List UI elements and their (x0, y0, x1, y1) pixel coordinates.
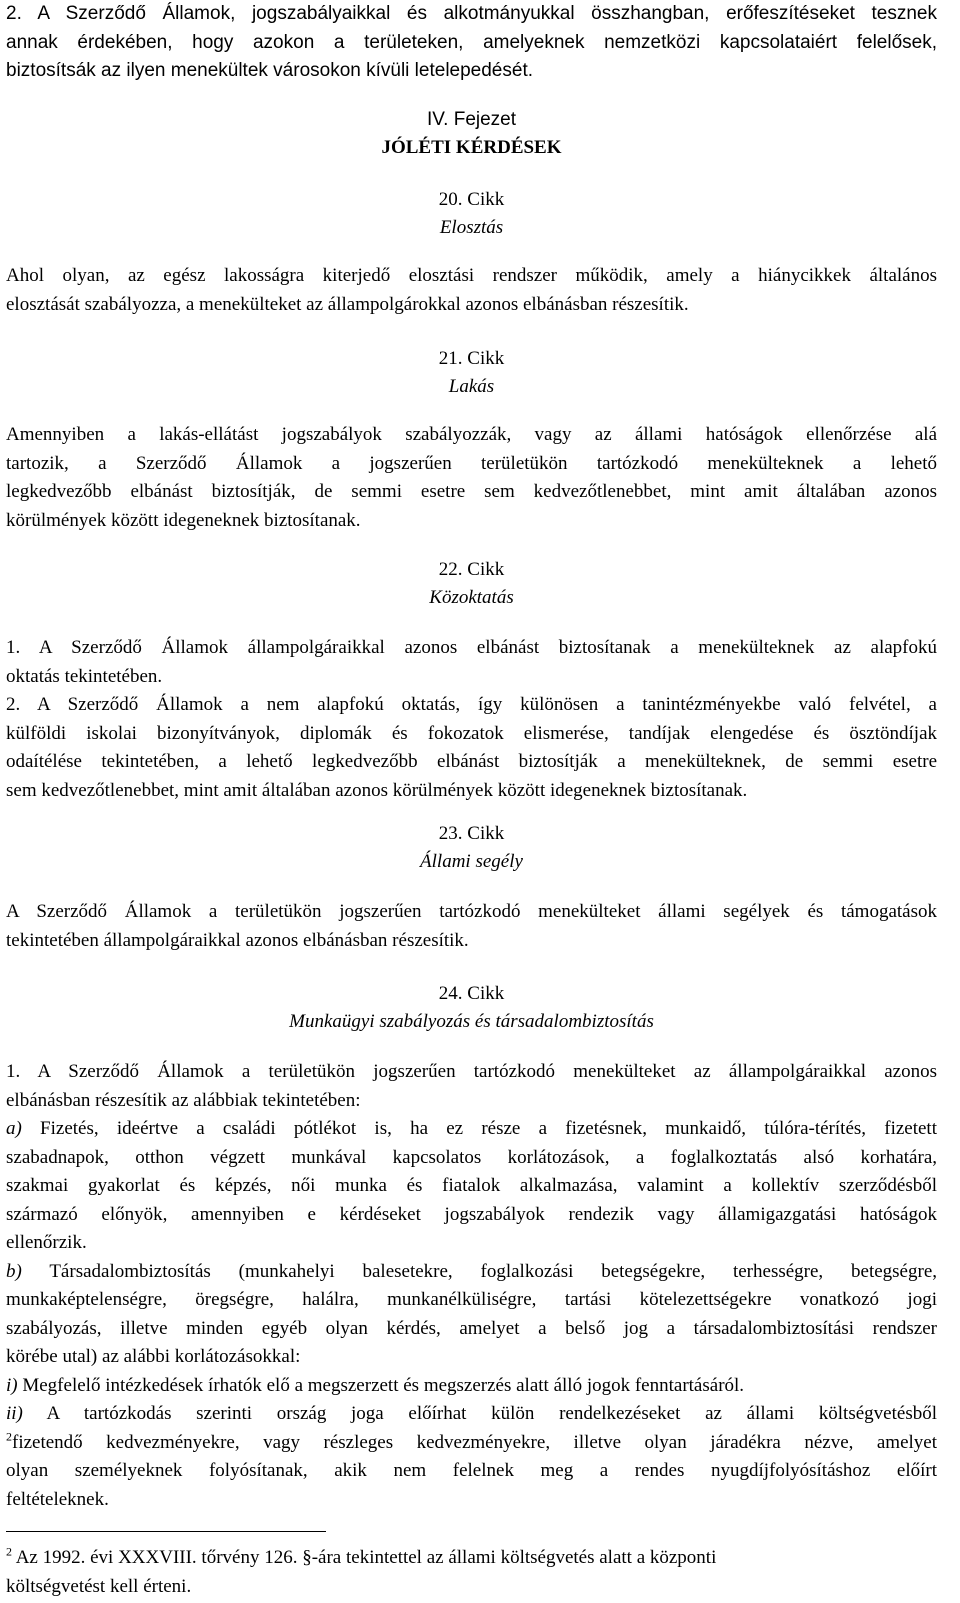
text-line: költségvetést kell érteni. (6, 1575, 192, 1597)
text-span: Megfelelő intézkedések írhatók elő a megszerzett és megszerzés alatt álló jogok fenntartásáról. (17, 1374, 745, 1396)
text-line (6, 1258, 937, 1287)
text-line: ellenőrzik. (6, 1232, 87, 1253)
text-line: olyan személyeknek folyósítanak, akik nem felelnek meg a rendes nyugdíjfolyósításhoz előírt (6, 1460, 937, 1481)
item-label-ii: ii) (6, 1403, 23, 1424)
text-line: oktatás tekintetében. (6, 665, 163, 687)
text-line: biztosítsák az ilyen menekültek városokon kívüli letelepedését. (6, 60, 533, 81)
text-span: fizetendő kedvezményekre, vagy részleges kedvezményekre, illetve olyan járadékra nézve, amelyet (12, 1431, 937, 1453)
text-span: Fizetés, ideértve a családi pótlékot is, ha ez része a fizetésnek, munkaidő, túlóra-térítés, fizetett (21, 1118, 937, 1139)
text-line: Amennyiben a lakás-ellátást jogszabályok szabályozzák, vagy az állami hatóságok ellenőrzése alá (6, 424, 937, 445)
article-22-title: Közoktatás (429, 587, 514, 608)
chapter-number: IV. Fejezet (426, 109, 517, 130)
text-line: külföldi iskolai bizonyítványok, diplomák és fokozatok elismerése, tandíjak elengedése és ösztöndíjak (6, 722, 937, 744)
article-20-body (6, 262, 937, 319)
text-line: tartozik, a Szerződő Államok a jogszerűen területükön tartózkodó menekülteknek a lehető (6, 452, 937, 474)
text-line (6, 1429, 937, 1458)
article-22-number: 22. Cikk (438, 559, 505, 580)
chapter-title: JÓLÉTI KÉRDÉSEK (381, 137, 562, 158)
text-line (6, 1400, 937, 1429)
text-line (6, 1372, 937, 1401)
text-line: körébe utal) az alábbi korlátozásokkal: (6, 1346, 301, 1367)
text-line (6, 1544, 937, 1573)
text-line: elosztását szabályozza, a menekülteket az állampolgárokkal azonos elbánásban részesítik. (6, 293, 689, 315)
text-line: annak érdekében, hogy azokon a területeken, amelyeknek nemzetközi kapcsolataiért felelősek, (6, 31, 937, 53)
item-label-i: i) (6, 1374, 18, 1396)
text-line (6, 1115, 937, 1144)
article-20-number: 20. Cikk (438, 189, 505, 210)
article-24-body (6, 1058, 937, 1514)
article-21-number: 21. Cikk (438, 348, 505, 369)
text-span: A tartózkodás szerinti ország joga előírhat külön rendelkezéseket az állami költségvetésből (22, 1403, 937, 1424)
item-label-a: a) (6, 1118, 22, 1139)
text-line: Ahol olyan, az egész lakosságra kiterjedő elosztási rendszer működik, amely a hiánycikkek általános (6, 265, 937, 286)
footnote (6, 1544, 937, 1601)
article-20-title: Elosztás (439, 217, 504, 238)
text-span: Az 1992. évi XXXVIII. tőrvény 126. §-ára tekintettel az állami költségvetés alatt a központi (12, 1547, 717, 1568)
footnote-ref[interactable]: 2 (6, 1429, 12, 1444)
article-23-number: 23. Cikk (438, 823, 505, 844)
text-line: 1. A Szerződő Államok állampolgáraikkal azonos elbánást biztosítanak a menekülteknek az alapfokú (6, 637, 937, 658)
text-line: munkaképtelenségre, öregségre, halálra, munkanélküliségre, tartási kötelezettségekre vonatkozó jogi (6, 1289, 937, 1310)
text-line: körülmények között idegeneknek biztosítanak. (6, 509, 361, 531)
text-line: A Szerződő Államok a területükön jogszerűen tartózkodó menekülteket állami segélyek és támogatások (6, 901, 937, 922)
article-23-title: Állami segély (420, 851, 523, 872)
item-label-b: b) (6, 1260, 22, 1282)
text-line: származó előnyök, amennyiben e kérdéseket jogszabályok rendezik vagy államigazgatási hatóságok (6, 1203, 937, 1225)
text-span: Társadalombiztosítás (munkahelyi balesetekre, foglalkozási betegségekre, terhességre, betegségre, (21, 1260, 937, 1282)
text-line: sem kedvezőtlenebbet, mint amit általában azonos körülmények között idegeneknek biztosítanak. (6, 779, 748, 801)
text-line: szabályozás, illetve minden egyéb olyan kérdés, amelyet a belső jog a társadalombiztosítási rendszer (6, 1317, 937, 1339)
article-24-number: 24. Cikk (438, 983, 505, 1004)
footnote-number: 2 (6, 1544, 12, 1559)
article-23-body (6, 898, 937, 955)
text-line: elbánásban részesítik az alábbiak tekintetében: (6, 1089, 361, 1111)
footnote-divider (6, 1531, 326, 1532)
article-21-title: Lakás (448, 376, 495, 397)
text-line: feltételeknek. (6, 1488, 109, 1510)
intro-paragraph (6, 0, 937, 86)
article-24-title: Munkaügyi szabályozás és társadalombiztosítás (289, 1011, 654, 1032)
text-line: szabadnapok, otthon végzett munkával kapcsolatos korlátozások, a foglalkoztatás alsó korhatára, (6, 1146, 937, 1168)
article-21-body (6, 421, 937, 535)
text-line: 2. A Szerződő Államok a nem alapfokú oktatás, így különösen a tanintézményekbe való felvétel, a (6, 694, 937, 715)
text-line: 2. A Szerződő Államok, jogszabályaikkal és alkotmányukkal összhangban, erőfeszítéseket tesznek (6, 3, 937, 24)
text-line: 1. A Szerződő Államok a területükön jogszerűen tartózkodó menekülteket az állampolgáraikkal azonos (6, 1061, 937, 1082)
text-line: szakmai gyakorlat és képzés, női munka és fiatalok alkalmazása, valamint a kollektív szerződésből (6, 1175, 937, 1196)
text-line: tekintetében állampolgáraikkal azonos elbánásban részesítik. (6, 929, 469, 951)
text-line: odaítélése tekintetében, a lehető legkedvezőbb elbánást biztosítják a menekülteknek, de semmi esetre (6, 751, 937, 772)
text-line: legkedvezőbb elbánást biztosítják, de semmi esetre sem kedvezőtlenebbet, mint amit általában azonos (6, 481, 937, 502)
article-22-body (6, 634, 937, 805)
